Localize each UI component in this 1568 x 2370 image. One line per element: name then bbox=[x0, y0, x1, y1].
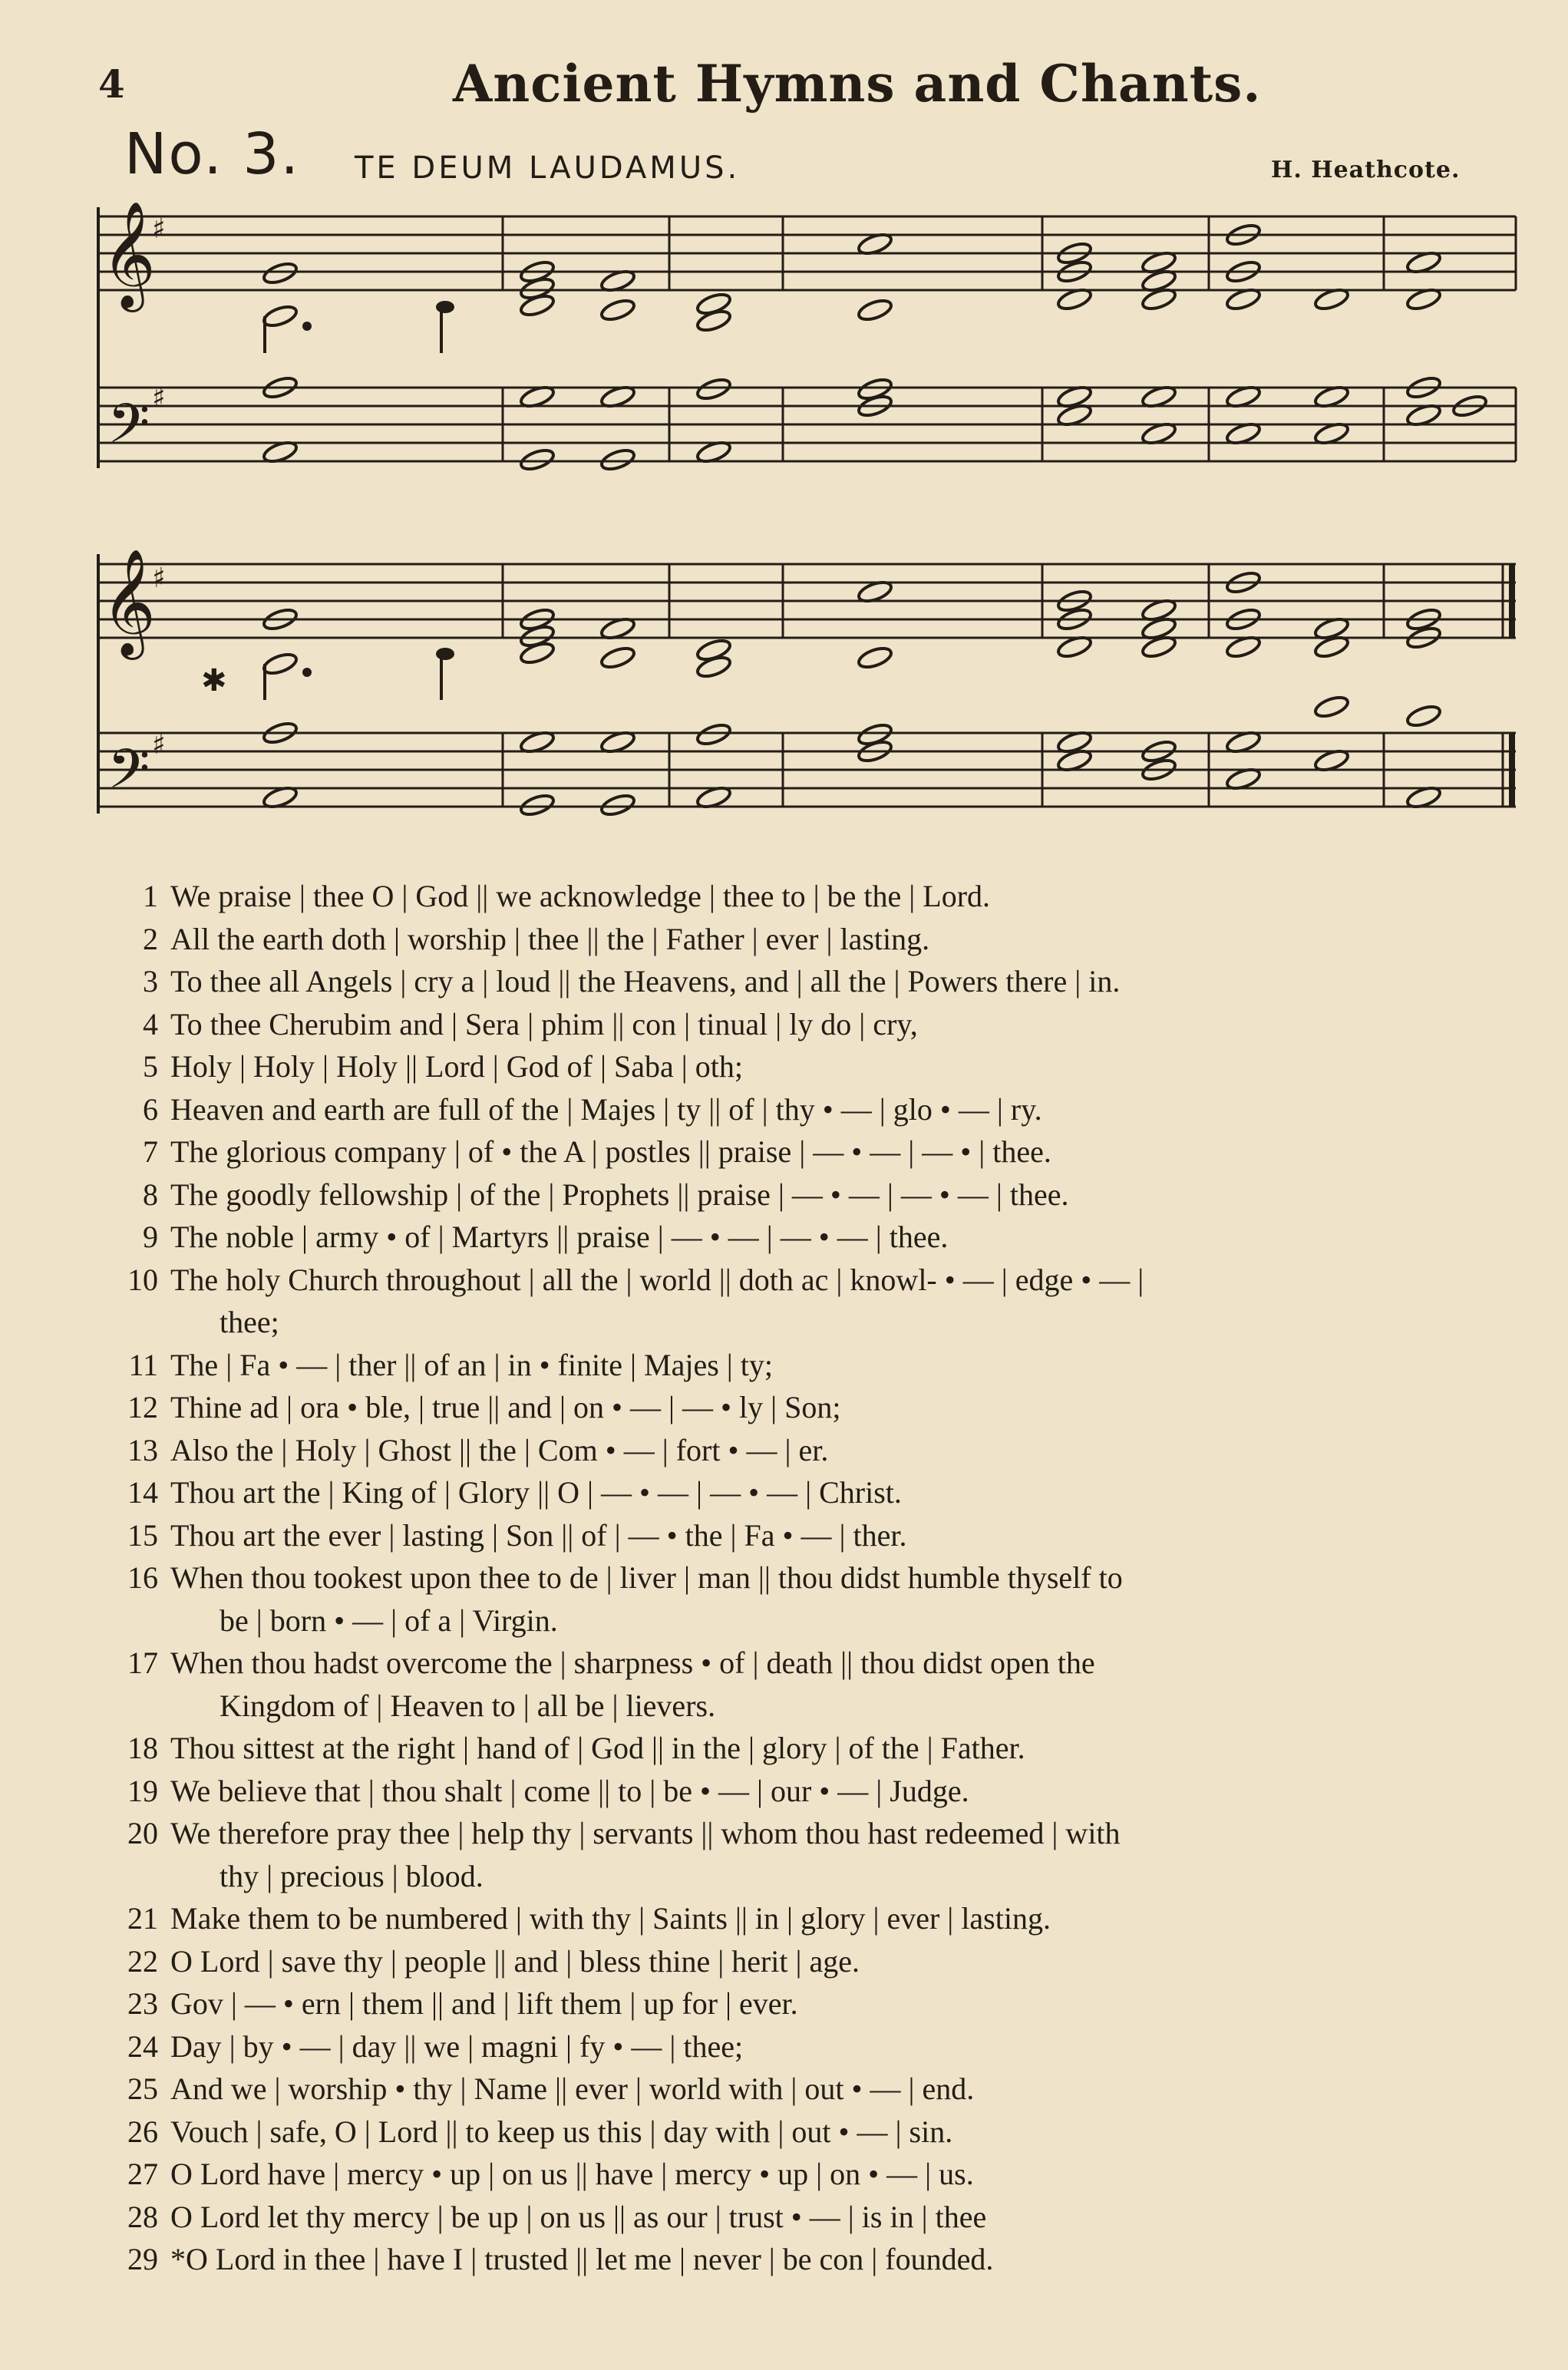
verse-number: 19 bbox=[127, 1773, 158, 1808]
verse-line bbox=[114, 1216, 1541, 1259]
verse-text-main: To thee all Angels | cry a | loud || the Heavens, and | all the | Powers there | in. bbox=[170, 964, 1121, 999]
verse-text-main: Holy | Holy | Holy || Lord | God of | Saba | oth; bbox=[170, 1049, 743, 1084]
verse-text bbox=[170, 1045, 1541, 1088]
verse-text-main: Also the | Holy | Ghost || the | Com • — | fort • — | er. bbox=[170, 1432, 829, 1467]
verse-text bbox=[170, 918, 1541, 961]
verse-text bbox=[170, 1131, 1541, 1173]
verse-number: 21 bbox=[127, 1901, 158, 1936]
verse-number: 7 bbox=[143, 1134, 158, 1169]
verse-text-main: To thee Cherubim and | Sera | phim || con | tinual | ly do | cry, bbox=[170, 1006, 918, 1041]
verse-number: 5 bbox=[143, 1049, 158, 1084]
verse-line bbox=[114, 1642, 1541, 1727]
verse-text-main: We believe that | thou shalt | come || to | be • — | our • — | Judge. bbox=[170, 1773, 969, 1808]
svg-text:♯: ♯ bbox=[152, 382, 166, 414]
verse-text bbox=[170, 1429, 1541, 1472]
verse-line bbox=[114, 1770, 1541, 1813]
verse-number: 2 bbox=[143, 921, 158, 956]
verse-text bbox=[170, 1471, 1541, 1514]
verse-line bbox=[114, 1003, 1541, 1046]
bass-clef-icon: 𝄢 bbox=[107, 392, 150, 469]
verse-text-main: O Lord let thy mercy | be up | on us || as our | trust • — | is in | thee bbox=[170, 2199, 987, 2234]
verse-text-main: Day | by • — | day || we | magni | fy • — | thee; bbox=[170, 2028, 744, 2064]
verse-number: 9 bbox=[143, 1220, 158, 1254]
treble-clef-icon: 𝄞 bbox=[101, 549, 156, 655]
hymn-number: No. 3. bbox=[124, 121, 300, 187]
verse-line bbox=[114, 1727, 1541, 1770]
verse-text-main: *O Lord in thee | have I | trusted || let me | never | be con | founded. bbox=[170, 2242, 994, 2276]
verse-text bbox=[170, 1216, 1541, 1259]
verse-line bbox=[114, 1940, 1541, 1983]
verse-line bbox=[114, 1045, 1541, 1088]
verse-line bbox=[114, 875, 1541, 918]
verse-number: 12 bbox=[127, 1390, 158, 1424]
verse-line bbox=[114, 2238, 1541, 2281]
verse-number: 27 bbox=[127, 2157, 158, 2191]
verse-line bbox=[114, 1429, 1541, 1472]
composer: H. Heathcote. bbox=[1271, 157, 1461, 183]
verse-number: 24 bbox=[127, 2028, 158, 2064]
verse-number: 25 bbox=[127, 2071, 158, 2106]
verse-text-main: Vouch | safe, O | Lord || to keep us this | day with | out • — | sin. bbox=[170, 2114, 953, 2149]
verse-text-continuation: Kingdom of | Heaven to | all be | lievers. bbox=[220, 1688, 716, 1723]
verse-line bbox=[114, 1982, 1541, 2025]
verse-text bbox=[170, 1982, 1541, 2025]
verse-line bbox=[114, 1897, 1541, 1940]
verse-text bbox=[170, 2025, 1541, 2068]
verse-number: 3 bbox=[143, 964, 158, 999]
verse-number: 14 bbox=[127, 1475, 158, 1510]
verse-number: 13 bbox=[127, 1432, 158, 1467]
verse-line bbox=[114, 1812, 1541, 1897]
verse-text bbox=[170, 1173, 1541, 1216]
verse-number: 11 bbox=[128, 1347, 158, 1382]
treble-clef-icon: 𝄞 bbox=[101, 201, 156, 308]
verse-text-main: The noble | army • of | Martyrs || praise | — • — | — • — | thee. bbox=[170, 1220, 949, 1254]
verse-text-main: Thou art the ever | lasting | Son || of | — • the | Fa • — | ther. bbox=[170, 1517, 907, 1553]
verse-text bbox=[170, 875, 1541, 918]
verse-text bbox=[170, 1812, 1541, 1897]
verse-number: 15 bbox=[127, 1517, 158, 1553]
verse-line bbox=[114, 1131, 1541, 1173]
verse-text bbox=[170, 1259, 1541, 1344]
verse-text bbox=[170, 1088, 1541, 1131]
verse-text bbox=[170, 2238, 1541, 2281]
verse-text-main: When thou hadst overcome the | sharpness • of | death || thou didst open the bbox=[170, 1645, 1095, 1680]
verse-text bbox=[170, 1344, 1541, 1387]
verse-line bbox=[114, 960, 1541, 1003]
notes-system-1 bbox=[262, 222, 1488, 473]
verse-text bbox=[170, 1003, 1541, 1046]
verse-line bbox=[114, 2153, 1541, 2196]
verse-text bbox=[170, 1642, 1541, 1727]
verse-text-main: And we | worship • thy | Name || ever | world with | out • — | end. bbox=[170, 2071, 975, 2106]
verse-text-continuation: thy | precious | blood. bbox=[220, 1858, 484, 1893]
verse-number: 1 bbox=[143, 879, 158, 913]
verse-text bbox=[170, 1556, 1541, 1642]
verse-line bbox=[114, 1344, 1541, 1387]
verse-text bbox=[170, 2068, 1541, 2111]
svg-text:♯: ♯ bbox=[152, 213, 166, 245]
verse-text-main: Make them to be numbered | with thy | Saints || in | glory | ever | lasting. bbox=[170, 1901, 1051, 1936]
verse-text bbox=[170, 2153, 1541, 2196]
verse-number: 4 bbox=[143, 1006, 158, 1041]
verse-number: 10 bbox=[127, 1262, 158, 1297]
svg-text:♯: ♯ bbox=[152, 729, 166, 761]
verse-list bbox=[114, 875, 1541, 2281]
verse-text-continuation: thee; bbox=[220, 1305, 279, 1339]
verse-text bbox=[170, 1897, 1541, 1940]
verse-number: 28 bbox=[127, 2199, 158, 2234]
verse-text-main: The | Fa • — | ther || of an | in • finite | Majes | ty; bbox=[170, 1347, 774, 1382]
verse-number: 23 bbox=[127, 1986, 158, 2021]
bass-clef-icon: 𝄢 bbox=[107, 738, 150, 814]
treble-staff-system-1 bbox=[100, 216, 1516, 290]
verse-text bbox=[170, 1514, 1541, 1557]
verse-line bbox=[114, 1556, 1541, 1642]
verse-number: 18 bbox=[127, 1731, 158, 1765]
verse-text-main: Thou sittest at the right | hand of | God || in the | glory | of the | Father. bbox=[170, 1731, 1025, 1765]
verse-text-main: All the earth doth | worship | thee || the | Father | ever | lasting. bbox=[170, 921, 930, 956]
verse-text bbox=[170, 1770, 1541, 1813]
verse-line bbox=[114, 1173, 1541, 1216]
verse-text-main: The holy Church throughout | all the | world || doth ac | knowl- • — | edge • — | bbox=[170, 1262, 1144, 1297]
verse-number: 17 bbox=[127, 1645, 158, 1680]
verse-line bbox=[114, 1386, 1541, 1429]
verse-text-main: O Lord | save thy | people || and | bless thine | herit | age. bbox=[170, 1943, 860, 1979]
svg-text:✱: ✱ bbox=[201, 663, 227, 698]
music-score bbox=[0, 0, 1568, 844]
verse-text-main: Heaven and earth are full of the | Majes | ty || of | thy • — | glo • — | ry. bbox=[170, 1091, 1042, 1127]
verse-text-main: When thou tookest upon thee to de | liver | man || thou didst humble thyself to bbox=[170, 1560, 1123, 1595]
verse-line bbox=[114, 2068, 1541, 2111]
verse-line bbox=[114, 1471, 1541, 1514]
verse-line bbox=[114, 1088, 1541, 1131]
verse-text bbox=[170, 1727, 1541, 1770]
verse-number: 26 bbox=[127, 2114, 158, 2149]
verse-line bbox=[114, 918, 1541, 961]
verse-number: 16 bbox=[127, 1560, 158, 1595]
verse-line bbox=[114, 1259, 1541, 1344]
verse-text-main: The goodly fellowship | of the | Prophets || praise | — • — | — • — | thee. bbox=[170, 1177, 1069, 1212]
verse-text bbox=[170, 960, 1541, 1003]
verse-text bbox=[170, 1386, 1541, 1429]
svg-text:♯: ♯ bbox=[152, 563, 166, 594]
verse-text-main: We therefore pray thee | help thy | servants || whom thou hast redeemed | with bbox=[170, 1816, 1121, 1850]
verse-number: 20 bbox=[127, 1816, 158, 1850]
verse-line bbox=[114, 2196, 1541, 2239]
verse-text-continuation: be | born • — | of a | Virgin. bbox=[220, 1603, 558, 1638]
verse-number: 29 bbox=[127, 2242, 158, 2276]
verse-line bbox=[114, 2025, 1541, 2068]
bass-staff-system-1 bbox=[100, 388, 1516, 461]
verse-text-main: Thou art the | King of | Glory || O | — • — | — • — | Christ. bbox=[170, 1475, 902, 1510]
verse-text-main: O Lord have | mercy • up | on us || have | mercy • up | on • — | us. bbox=[170, 2157, 974, 2191]
page-number: 4 bbox=[98, 61, 125, 107]
notes-system-2 bbox=[262, 569, 1442, 818]
verse-text bbox=[170, 1940, 1541, 1983]
verse-number: 22 bbox=[127, 1943, 158, 1979]
verse-line bbox=[114, 1514, 1541, 1557]
verse-text-main: The glorious company | of • the A | postles || praise | — • — | — • | thee. bbox=[170, 1134, 1051, 1169]
verse-number: 6 bbox=[143, 1091, 158, 1127]
verse-text bbox=[170, 2111, 1541, 2154]
running-head: Ancient Hymns and Chants. bbox=[453, 54, 1262, 114]
bass-staff-system-2 bbox=[100, 733, 1516, 807]
hymn-title: TE DEUM LAUDAMUS. bbox=[355, 150, 741, 186]
treble-staff-system-2 bbox=[100, 564, 1516, 638]
verse-text-main: Gov | — • ern | them || and | lift them | up for | ever. bbox=[170, 1986, 798, 2021]
verse-text-main: Thine ad | ora • ble, | true || and | on • — | — • ly | Son; bbox=[170, 1390, 841, 1424]
verse-text bbox=[170, 2196, 1541, 2239]
verse-number: 8 bbox=[143, 1177, 158, 1212]
verse-line bbox=[114, 2111, 1541, 2154]
verse-text-main: We praise | thee O | God || we acknowledge | thee to | be the | Lord. bbox=[170, 879, 991, 913]
